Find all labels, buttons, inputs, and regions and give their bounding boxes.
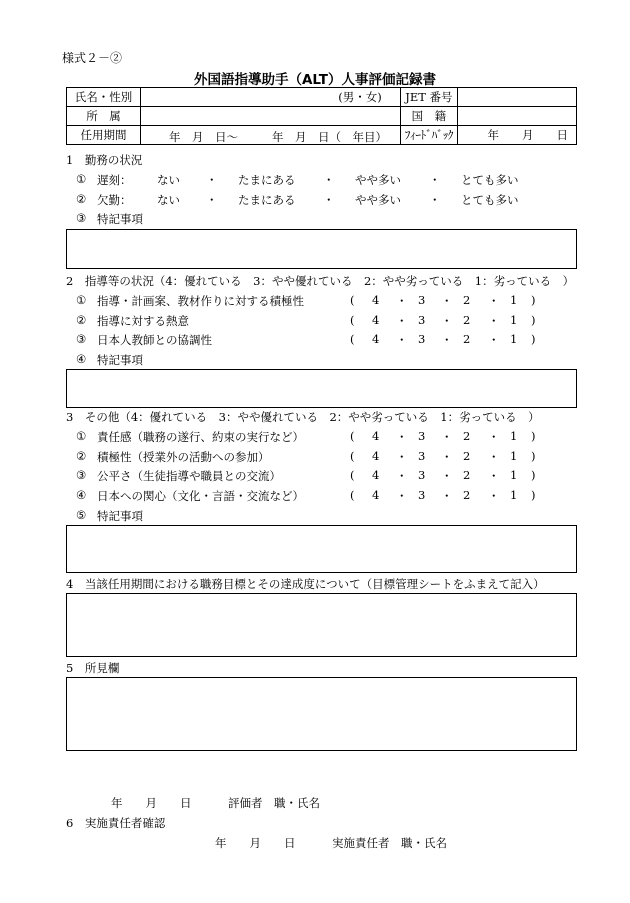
section3-item-3	[0, 468, 630, 484]
section3-notes-label: 特記事項	[97, 509, 143, 523]
scale-2[interactable]: 2	[463, 449, 471, 463]
scale-sep: ・	[441, 333, 453, 347]
section2-item-3-num: ③	[76, 332, 87, 346]
scale-close: )	[531, 468, 536, 482]
scale-4[interactable]: 4	[372, 468, 380, 482]
term-start: 年 月 日～	[169, 130, 238, 144]
scale-sep: ・	[441, 294, 453, 308]
scale-sep: ・	[441, 489, 453, 503]
absence-sep-3: ・	[429, 193, 441, 207]
absence-opt-somewhat-many[interactable]: やや多い	[355, 193, 401, 207]
scale-1[interactable]: 1	[510, 332, 518, 346]
section2-item-3-label: 日本人教師との協調性	[97, 333, 212, 347]
section3-item-4	[0, 488, 630, 504]
section3-item-1	[0, 429, 630, 445]
scale-3[interactable]: 3	[418, 293, 426, 307]
absence-sep-2: ・	[323, 193, 335, 207]
lateness-num: ①	[76, 172, 87, 186]
affiliation-label: 所 属	[67, 107, 141, 126]
scale-open: (	[350, 468, 355, 482]
term-field[interactable]	[141, 126, 401, 145]
feedback-label: ﾌｨｰﾄﾞﾊﾞｯｸ	[400, 126, 457, 145]
section3-item-3-label: 公平さ（生徒指導や職員との交流）	[97, 469, 281, 483]
scale-sep: ・	[396, 450, 408, 464]
jet-number-field[interactable]	[458, 88, 577, 107]
scale-1[interactable]: 1	[510, 488, 518, 502]
scale-1[interactable]: 1	[510, 449, 518, 463]
scale-1[interactable]: 1	[510, 429, 518, 443]
scale-sep: ・	[488, 489, 500, 503]
lateness-opt-none[interactable]: ない	[157, 173, 180, 187]
section2-notes-num: ④	[76, 352, 87, 366]
scale-4[interactable]: 4	[372, 449, 380, 463]
scale-sep: ・	[488, 450, 500, 464]
nationality-field[interactable]	[458, 107, 577, 126]
nationality-label: 国 籍	[400, 107, 457, 126]
scale-open: (	[350, 429, 355, 443]
scale-1[interactable]: 1	[510, 313, 518, 327]
header-row-affiliation	[67, 107, 577, 126]
scale-sep: ・	[441, 314, 453, 328]
section2-heading: 2 指導等の状況（4：優れている 3：やや優れている 2：やや劣っている 1：劣っている ）	[66, 274, 575, 288]
scale-4[interactable]: 4	[372, 313, 380, 327]
scale-open: (	[350, 488, 355, 502]
scale-open: (	[350, 313, 355, 327]
scale-sep: ・	[396, 430, 408, 444]
section3-item-1-label: 責任感（職務の遂行、約束の実行など）	[97, 430, 304, 444]
scale-3[interactable]: 3	[418, 429, 426, 443]
scale-1[interactable]: 1	[510, 468, 518, 482]
section3-item-3-num: ③	[76, 468, 87, 482]
lateness-label: 遅刻：	[97, 173, 132, 187]
scale-1[interactable]: 1	[510, 293, 518, 307]
lateness-opt-sometimes[interactable]: たまにある	[238, 173, 296, 187]
header-row-term	[67, 126, 577, 145]
absence-num: ②	[76, 192, 87, 206]
scale-2[interactable]: 2	[463, 332, 471, 346]
evaluator-date[interactable]: 年 月 日	[111, 796, 192, 810]
scale-close: )	[531, 313, 536, 327]
supervisor-date[interactable]: 年 月 日	[215, 836, 296, 850]
header-table	[66, 87, 577, 145]
section3-item-2	[0, 449, 630, 465]
section3-item-1-num: ①	[76, 429, 87, 443]
scale-close: )	[531, 449, 536, 463]
scale-sep: ・	[396, 469, 408, 483]
scale-sep: ・	[488, 294, 500, 308]
scale-open: (	[350, 449, 355, 463]
scale-sep: ・	[488, 314, 500, 328]
scale-sep: ・	[396, 314, 408, 328]
scale-sep: ・	[396, 489, 408, 503]
form-title: 外国語指導助手（ALT）人事評価記録書	[193, 72, 437, 88]
name-gender-label: 氏名・性別	[67, 88, 141, 107]
lateness-sep-3: ・	[429, 173, 441, 187]
form-code: 様式２－②	[62, 51, 123, 65]
section2-item-2	[0, 313, 630, 329]
term-label: 任用期間	[67, 126, 141, 145]
scale-close: )	[531, 293, 536, 307]
absence-label: 欠勤：	[97, 193, 132, 207]
scale-4[interactable]: 4	[372, 429, 380, 443]
evaluator-label: 評価者 職・氏名	[228, 796, 320, 810]
section3-item-4-num: ④	[76, 488, 87, 502]
scale-close: )	[531, 488, 536, 502]
scale-3[interactable]: 3	[418, 313, 426, 327]
section3-item-2-label: 積極性（授業外の活動への参加）	[97, 450, 270, 464]
section4-box[interactable]	[66, 593, 577, 657]
section3-notes-row	[0, 508, 630, 524]
lateness-opt-very-many[interactable]: とても多い	[461, 173, 519, 187]
scale-sep: ・	[488, 469, 500, 483]
section4-heading: 4 当該任用期間における職務目標とその達成度について（目標管理シートをふまえて記入）	[66, 577, 545, 591]
section2-item-1	[0, 293, 630, 309]
section2-notes-row	[0, 352, 630, 368]
scale-4[interactable]: 4	[372, 332, 380, 346]
section1-notes-label: 特記事項	[97, 212, 143, 226]
scale-open: (	[350, 332, 355, 346]
section1-notes-row	[0, 211, 630, 227]
header-row-name	[67, 88, 577, 107]
scale-2[interactable]: 2	[463, 293, 471, 307]
scale-open: (	[350, 293, 355, 307]
section3-item-2-num: ②	[76, 449, 87, 463]
section1-heading: 1 勤務の状況	[66, 153, 143, 167]
section5-heading: 5 所見欄	[66, 661, 120, 675]
scale-2[interactable]: 2	[463, 313, 471, 327]
scale-3[interactable]: 3	[418, 488, 426, 502]
absence-sep-1: ・	[206, 193, 218, 207]
scale-close: )	[531, 332, 536, 346]
section3-heading: 3 その他（4：優れている 3：やや優れている 2：やや劣っている 1：劣っている ）	[66, 410, 540, 424]
scale-sep: ・	[488, 430, 500, 444]
scale-close: )	[531, 429, 536, 443]
name-gender-field[interactable]: (男・女)	[141, 88, 401, 107]
section5-box[interactable]	[66, 677, 577, 751]
scale-4[interactable]: 4	[372, 488, 380, 502]
section2-item-1-label: 指導・計画案、教材作りに対する積極性	[97, 294, 304, 308]
section2-item-2-label: 指導に対する熱意	[97, 314, 189, 328]
section1-notes-box[interactable]	[66, 229, 577, 269]
section3-notes-box[interactable]	[66, 525, 577, 573]
absence-opt-none[interactable]: ない	[157, 193, 180, 207]
scale-3[interactable]: 3	[418, 468, 426, 482]
section3-notes-num: ⑤	[76, 508, 87, 522]
section2-notes-label: 特記事項	[97, 353, 143, 367]
section3-item-4-label: 日本への関心（文化・言語・交流など）	[97, 489, 304, 503]
scale-2[interactable]: 2	[463, 488, 471, 502]
scale-sep: ・	[441, 469, 453, 483]
scale-3[interactable]: 3	[418, 449, 426, 463]
affiliation-field[interactable]	[141, 107, 401, 126]
section6-heading: 6 実施責任者確認	[66, 816, 166, 830]
scale-2[interactable]: 2	[463, 468, 471, 482]
section2-notes-box[interactable]	[66, 369, 577, 408]
lateness-row	[0, 172, 630, 188]
scale-sep: ・	[396, 294, 408, 308]
absence-row	[0, 192, 630, 208]
term-end: 年 月 日（ 年目）	[272, 130, 387, 144]
lateness-sep-1: ・	[206, 173, 218, 187]
jet-number-label: JET 番号	[400, 88, 457, 107]
lateness-sep-2: ・	[323, 173, 335, 187]
lateness-opt-somewhat-many[interactable]: やや多い	[355, 173, 401, 187]
section2-item-3	[0, 332, 630, 348]
section2-item-1-num: ①	[76, 293, 87, 307]
scale-sep: ・	[441, 430, 453, 444]
scale-sep: ・	[441, 450, 453, 464]
scale-sep: ・	[488, 333, 500, 347]
absence-opt-sometimes[interactable]: たまにある	[238, 193, 296, 207]
feedback-date-field[interactable]: 年 月 日	[458, 126, 577, 145]
scale-3[interactable]: 3	[418, 332, 426, 346]
scale-2[interactable]: 2	[463, 429, 471, 443]
scale-4[interactable]: 4	[372, 293, 380, 307]
section1-notes-num: ③	[76, 211, 87, 225]
section2-item-2-num: ②	[76, 313, 87, 327]
supervisor-label: 実施責任者 職・氏名	[332, 836, 447, 850]
scale-sep: ・	[396, 333, 408, 347]
absence-opt-very-many[interactable]: とても多い	[461, 193, 519, 207]
